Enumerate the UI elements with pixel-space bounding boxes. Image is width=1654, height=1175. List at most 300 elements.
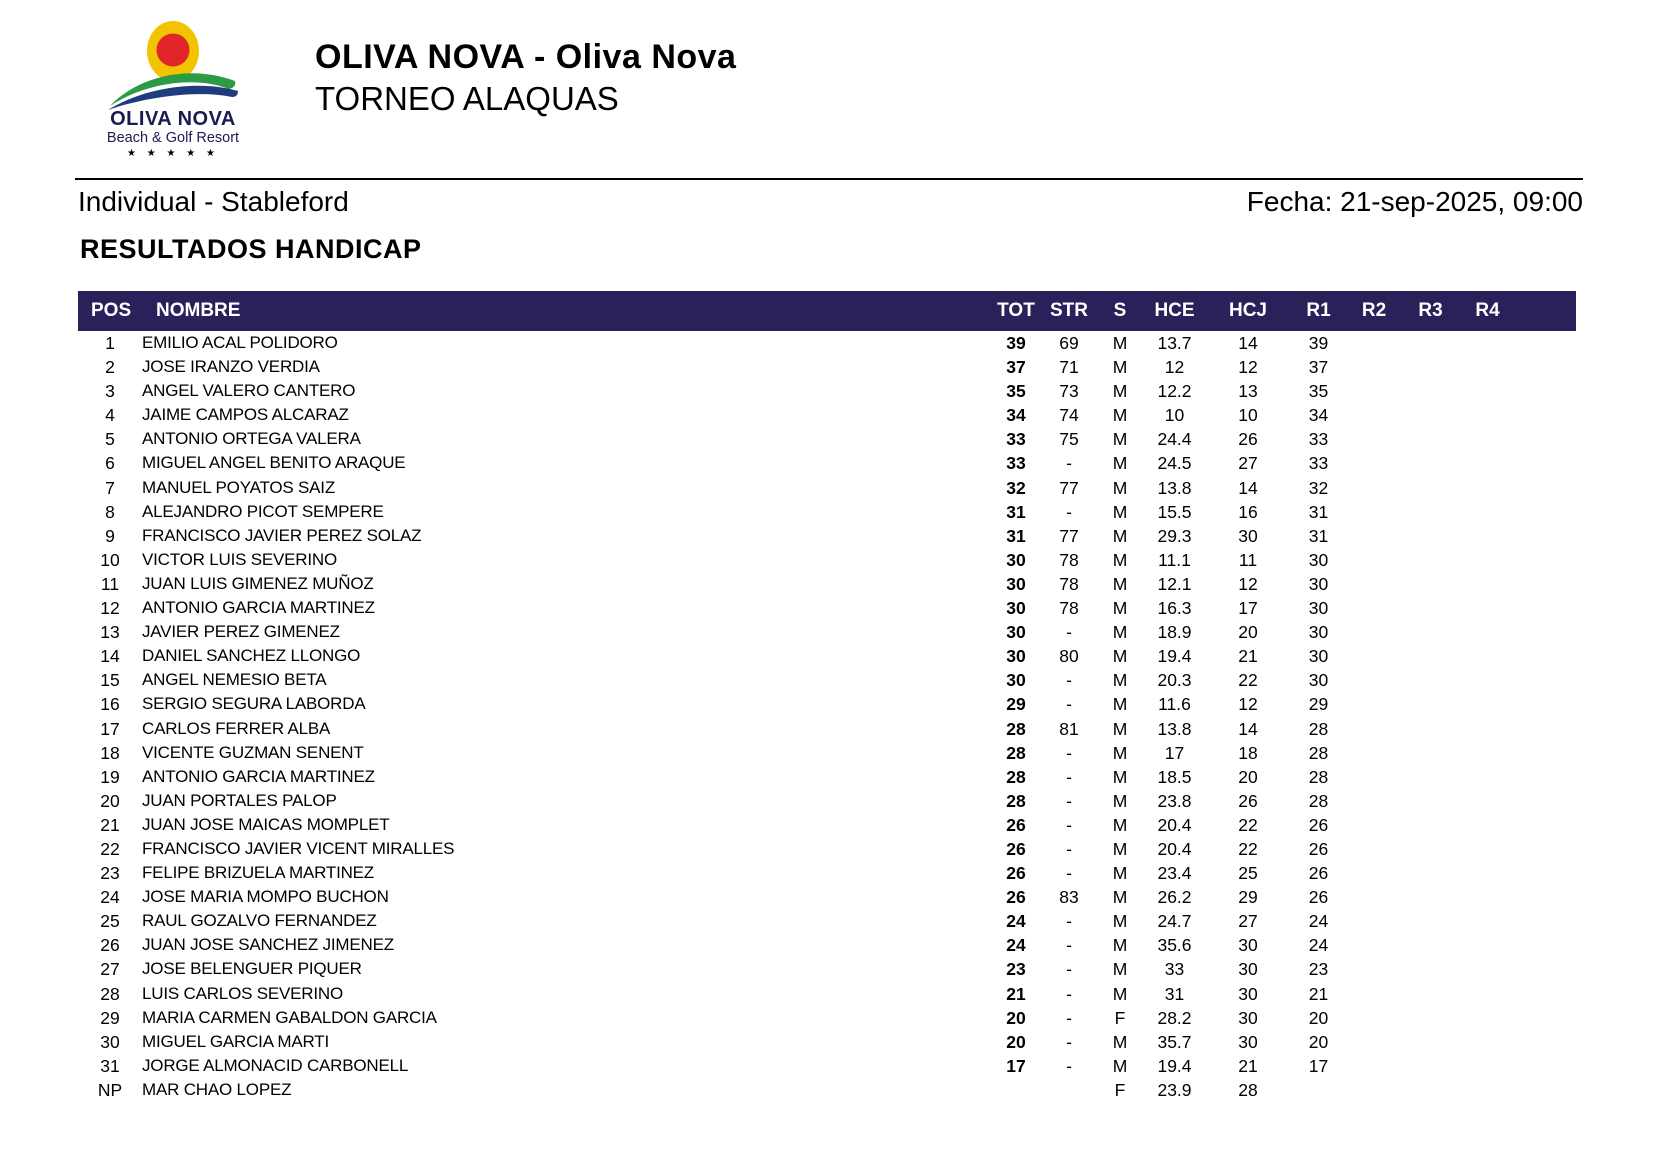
cell-hcj: 16 (1238, 501, 1258, 522)
cell-pos: 10 (100, 549, 120, 570)
cell-r4 (1459, 933, 1516, 957)
col-header-pos: POS (91, 300, 132, 321)
cell-r2 (1346, 909, 1402, 933)
cell-r4 (1459, 355, 1516, 379)
cell-r3 (1402, 837, 1459, 861)
cell-hcj: 14 (1238, 718, 1258, 739)
table-row (78, 1078, 1576, 1102)
cell-s: M (1112, 357, 1128, 378)
cell-r2 (1346, 1006, 1402, 1030)
cell-r1: 37 (1308, 357, 1329, 378)
cell-pos: 8 (105, 501, 115, 522)
cell-r1: 28 (1308, 766, 1329, 787)
cell-r3 (1402, 789, 1459, 813)
cell-r2 (1346, 596, 1402, 620)
cell-r1: 32 (1308, 477, 1329, 498)
cell-str: 75 (1059, 429, 1079, 450)
cell-tot: 26 (1006, 863, 1026, 884)
cell-pos: 13 (100, 622, 120, 643)
cell-hcj: 25 (1238, 863, 1258, 884)
cell-r3 (1402, 813, 1459, 837)
cell-str: 74 (1059, 405, 1079, 426)
cell-str: - (1066, 670, 1072, 691)
cell-filler (1516, 500, 1576, 524)
cell-tot: 28 (1006, 790, 1026, 811)
cell-r3 (1402, 500, 1459, 524)
results-table (78, 291, 1576, 1102)
cell-filler (1516, 741, 1576, 765)
cell-r3 (1402, 524, 1459, 548)
cell-hcj: 30 (1238, 1007, 1258, 1028)
cell-name: CARLOS FERRER ALBA (142, 718, 331, 738)
cell-r1: 28 (1308, 742, 1329, 763)
cell-name: MIGUEL GARCIA MARTI (142, 1031, 330, 1051)
cell-filler (1516, 548, 1576, 572)
cell-tot: 35 (1006, 381, 1026, 402)
cell-filler (1516, 476, 1576, 500)
cell-r3 (1402, 331, 1459, 355)
cell-str: 78 (1059, 573, 1079, 594)
cell-r2 (1346, 789, 1402, 813)
cell-str: 78 (1059, 549, 1079, 570)
cell-s: M (1112, 333, 1128, 353)
cell-str: 69 (1059, 333, 1079, 353)
cell-r4 (1459, 1030, 1516, 1054)
cell-hce: 12.1 (1157, 573, 1192, 594)
cell-r3 (1402, 885, 1459, 909)
cell-r1: 31 (1308, 525, 1329, 546)
cell-s: M (1112, 573, 1128, 594)
cell-pos: 14 (100, 646, 120, 667)
cell-hce: 23.8 (1157, 790, 1192, 811)
cell-r1: 26 (1308, 863, 1329, 884)
cell-filler (1516, 957, 1576, 981)
cell-filler (1516, 861, 1576, 885)
cell-filler (1516, 885, 1576, 909)
cell-str: - (1066, 622, 1072, 643)
cell-name: FRANCISCO JAVIER VICENT MIRALLES (142, 838, 455, 858)
cell-r1: 21 (1308, 983, 1329, 1004)
cell-r2 (1346, 717, 1402, 741)
cell-r2 (1346, 668, 1402, 692)
cell-hcj: 30 (1238, 525, 1258, 546)
cell-tot: 32 (1006, 477, 1026, 498)
cell-tot: 30 (1006, 549, 1026, 570)
cell-r4 (1459, 331, 1516, 355)
cell-tot: 31 (1006, 501, 1026, 522)
cell-hcj: 12 (1238, 357, 1258, 378)
cell-r2 (1346, 933, 1402, 957)
cell-r2 (1346, 379, 1402, 403)
cell-name: RAUL GOZALVO FERNANDEZ (142, 911, 377, 931)
cell-hcj: 13 (1238, 381, 1258, 402)
cell-r2 (1346, 1030, 1402, 1054)
cell-hcj: 22 (1238, 838, 1258, 859)
cell-r4 (1459, 596, 1516, 620)
cell-r4 (1459, 909, 1516, 933)
cell-str: - (1066, 453, 1072, 474)
cell-hce: 12 (1164, 357, 1185, 378)
cell-s: M (1112, 718, 1128, 739)
header-divider (75, 178, 1583, 180)
cell-r2 (1346, 741, 1402, 765)
table-row (78, 451, 1576, 475)
cell-r2 (1346, 1078, 1402, 1102)
cell-pos: 23 (100, 863, 120, 884)
cell-hce: 35.7 (1157, 1031, 1192, 1052)
cell-s: M (1112, 959, 1128, 980)
cell-r1: 30 (1308, 646, 1329, 667)
cell-hcj: 26 (1238, 790, 1258, 811)
cell-s: M (1112, 453, 1128, 474)
table-row (78, 789, 1576, 813)
cell-name: JORGE ALMONACID CARBONELL (142, 1055, 409, 1075)
cell-str: 77 (1059, 477, 1079, 498)
cell-s: M (1112, 935, 1128, 956)
table-row (78, 572, 1576, 596)
cell-r3 (1402, 717, 1459, 741)
cell-pos: 5 (105, 429, 115, 450)
cell-filler (1516, 1078, 1576, 1102)
col-header-hce: HCE (1154, 300, 1195, 321)
resort-logo-icon (106, 18, 240, 110)
cell-name: JAIME CAMPOS ALCARAZ (142, 405, 349, 425)
cell-hce: 20.4 (1157, 838, 1192, 859)
cell-r1: 31 (1308, 501, 1329, 522)
cell-filler (1516, 933, 1576, 957)
cell-hcj: 14 (1238, 333, 1258, 353)
cell-hce: 23.4 (1157, 863, 1192, 884)
cell-str: 83 (1059, 887, 1079, 908)
cell-hcj: 14 (1238, 477, 1258, 498)
cell-tot: 23 (1006, 959, 1026, 980)
logo-name: OLIVA NOVA (110, 108, 236, 130)
cell-hcj: 22 (1238, 814, 1258, 835)
cell-r3 (1402, 355, 1459, 379)
cell-r2 (1346, 620, 1402, 644)
cell-tot: 33 (1006, 429, 1026, 450)
cell-r2 (1346, 692, 1402, 716)
col-header-r4: R4 (1475, 300, 1500, 321)
table-row (78, 548, 1576, 572)
cell-hcj: 10 (1238, 405, 1258, 426)
cell-pos: 31 (100, 1055, 120, 1076)
cell-r1 (1291, 1078, 1346, 1102)
cell-filler (1516, 331, 1576, 355)
table-row (78, 957, 1576, 981)
cell-pos: 15 (100, 670, 120, 691)
cell-r3 (1402, 692, 1459, 716)
cell-hce: 15.5 (1157, 501, 1192, 522)
cell-pos: 26 (100, 935, 120, 956)
cell-s: M (1112, 1031, 1128, 1052)
meta-row (78, 186, 1583, 218)
cell-r4 (1459, 427, 1516, 451)
cell-r1: 30 (1308, 598, 1329, 619)
cell-filler (1516, 717, 1576, 741)
cell-r3 (1402, 741, 1459, 765)
cell-tot: 39 (1006, 333, 1026, 353)
cell-r2 (1346, 765, 1402, 789)
cell-pos: 17 (100, 718, 120, 739)
title-block (315, 36, 736, 120)
cell-name: ANGEL VALERO CANTERO (142, 381, 356, 401)
cell-r2 (1346, 548, 1402, 572)
cell-hce: 12.2 (1157, 381, 1192, 402)
cell-s: M (1112, 863, 1128, 884)
cell-pos: 9 (105, 525, 115, 546)
col-header-r2: R2 (1361, 300, 1387, 321)
cell-s: M (1112, 381, 1128, 402)
cell-hcj: 30 (1238, 983, 1258, 1004)
cell-name: JUAN PORTALES PALOP (142, 790, 337, 810)
cell-tot: 29 (1006, 694, 1026, 715)
table-row (78, 476, 1576, 500)
cell-s: M (1112, 911, 1128, 932)
cell-name: ANTONIO GARCIA MARTINEZ (142, 598, 375, 618)
col-header-tot: TOT (997, 300, 1035, 321)
competition-date: Fecha: 21-sep-2025, 09:00 (1246, 186, 1583, 217)
cell-tot: 26 (1006, 838, 1026, 859)
cell-s: M (1112, 622, 1128, 643)
cell-tot (990, 1078, 1042, 1102)
cell-name: LUIS CARLOS SEVERINO (142, 983, 344, 1003)
cell-filler (1516, 1054, 1576, 1078)
cell-r3 (1402, 427, 1459, 451)
table-row (78, 355, 1576, 379)
cell-hcj: 20 (1238, 766, 1258, 787)
cell-r3 (1402, 572, 1459, 596)
cell-s: F (1114, 1079, 1126, 1100)
cell-r2 (1346, 644, 1402, 668)
cell-tot: 30 (1006, 622, 1026, 643)
cell-r2 (1346, 982, 1402, 1006)
cell-name: FELIPE BRIZUELA MARTINEZ (142, 863, 374, 883)
cell-s: M (1112, 1055, 1128, 1076)
cell-str: 73 (1059, 381, 1079, 402)
cell-str: - (1066, 694, 1072, 715)
cell-hcj: 12 (1238, 694, 1258, 715)
cell-name: ANGEL NEMESIO BETA (142, 670, 327, 690)
cell-r1: 33 (1308, 453, 1329, 474)
cell-r3 (1402, 982, 1459, 1006)
cell-r4 (1459, 1078, 1516, 1102)
cell-tot: 28 (1006, 718, 1026, 739)
cell-hce: 10 (1164, 405, 1185, 426)
cell-pos: 27 (100, 959, 120, 980)
cell-name: VICENTE GUZMAN SENENT (142, 742, 364, 762)
cell-tot: 30 (1006, 573, 1026, 594)
cell-r3 (1402, 644, 1459, 668)
cell-r2 (1346, 427, 1402, 451)
cell-hce: 19.4 (1157, 1055, 1192, 1076)
cell-r1: 30 (1308, 670, 1329, 691)
cell-filler (1516, 524, 1576, 548)
cell-pos: 30 (100, 1031, 120, 1052)
cell-hce: 19.4 (1157, 646, 1192, 667)
cell-r2 (1346, 957, 1402, 981)
cell-r4 (1459, 668, 1516, 692)
cell-r1: 23 (1308, 959, 1329, 980)
cell-r4 (1459, 476, 1516, 500)
table-row (78, 1006, 1576, 1030)
cell-name: ALEJANDRO PICOT SEMPERE (142, 501, 384, 521)
cell-hcj: 28 (1238, 1079, 1258, 1100)
cell-hcj: 30 (1238, 959, 1258, 980)
cell-name: FRANCISCO JAVIER PEREZ SOLAZ (142, 525, 422, 545)
cell-r2 (1346, 813, 1402, 837)
table-row (78, 885, 1576, 909)
cell-s: M (1112, 598, 1128, 619)
cell-s: M (1112, 694, 1128, 715)
cell-filler (1516, 620, 1576, 644)
cell-r3 (1402, 933, 1459, 957)
table-row (78, 909, 1576, 933)
cell-s: M (1112, 646, 1128, 667)
cell-tot: 33 (1006, 453, 1026, 474)
cell-str: - (1066, 983, 1072, 1004)
cell-pos: 21 (100, 814, 120, 835)
cell-tot: 30 (1006, 598, 1026, 619)
cell-r2 (1346, 451, 1402, 475)
cell-name: MIGUEL ANGEL BENITO ARAQUE (142, 453, 406, 473)
cell-str: - (1066, 911, 1072, 932)
cell-hcj: 21 (1238, 646, 1258, 667)
cell-tot: 20 (1006, 1007, 1026, 1028)
cell-r3 (1402, 379, 1459, 403)
cell-name: JOSE MARIA MOMPO BUCHON (142, 887, 389, 907)
cell-pos: 7 (105, 477, 115, 498)
cell-s: M (1112, 525, 1128, 546)
cell-s: M (1112, 549, 1128, 570)
table-row (78, 524, 1576, 548)
logo-stars: ★ ★ ★ ★ ★ (127, 148, 219, 159)
cell-name: VICTOR LUIS SEVERINO (142, 549, 338, 569)
cell-s: M (1112, 983, 1128, 1004)
cell-r2 (1346, 500, 1402, 524)
cell-r1: 33 (1308, 429, 1329, 450)
col-header-s: S (1113, 300, 1127, 321)
cell-pos: NP (97, 1079, 123, 1100)
cell-r1: 28 (1308, 790, 1329, 811)
cell-str: 80 (1059, 646, 1079, 667)
cell-filler (1516, 403, 1576, 427)
cell-pos: 28 (100, 983, 120, 1004)
cell-name: JOSE BELENGUER PIQUER (142, 959, 362, 979)
cell-r4 (1459, 524, 1516, 548)
table-row (78, 596, 1576, 620)
col-header-r1: R1 (1306, 300, 1331, 321)
cell-name: JUAN JOSE SANCHEZ JIMENEZ (142, 935, 394, 955)
cell-pos: 19 (100, 766, 120, 787)
cell-r3 (1402, 957, 1459, 981)
cell-hce: 13.8 (1157, 718, 1192, 739)
cell-s: M (1112, 887, 1128, 908)
cell-filler (1516, 427, 1576, 451)
table-row (78, 644, 1576, 668)
results-table-header (78, 291, 1576, 331)
cell-r4 (1459, 500, 1516, 524)
logo-subtitle: Beach & Golf Resort (106, 130, 240, 146)
competition-format: Individual - Stableford (78, 186, 349, 217)
cell-hce: 23.9 (1157, 1079, 1192, 1100)
cell-hcj: 30 (1238, 1031, 1258, 1052)
cell-hce: 11.6 (1158, 694, 1191, 715)
cell-r3 (1402, 403, 1459, 427)
cell-hcj: 20 (1238, 622, 1258, 643)
table-row (78, 813, 1576, 837)
col-header-filler (1516, 291, 1576, 331)
cell-filler (1516, 789, 1576, 813)
cell-name: ANTONIO GARCIA MARTINEZ (142, 766, 375, 786)
cell-str: 78 (1059, 598, 1079, 619)
cell-pos: 6 (105, 453, 115, 474)
cell-filler (1516, 837, 1576, 861)
cell-hce: 20.3 (1157, 670, 1192, 691)
cell-hce: 35.6 (1157, 935, 1192, 956)
cell-str: - (1066, 935, 1072, 956)
cell-r2 (1346, 1054, 1402, 1078)
cell-pos: 1 (105, 333, 115, 353)
cell-r3 (1402, 548, 1459, 572)
cell-hcj: 17 (1238, 598, 1258, 619)
cell-hce: 24.4 (1157, 429, 1192, 450)
section-title: RESULTADOS HANDICAP (80, 234, 422, 264)
col-header-nombre: NOMBRE (156, 300, 241, 321)
cell-r4 (1459, 861, 1516, 885)
cell-tot: 20 (1006, 1031, 1026, 1052)
cell-hcj: 26 (1238, 429, 1258, 450)
cell-filler (1516, 909, 1576, 933)
cell-r4 (1459, 885, 1516, 909)
cell-tot: 28 (1006, 766, 1026, 787)
cell-filler (1516, 596, 1576, 620)
cell-r1: 30 (1308, 549, 1329, 570)
cell-r4 (1459, 1006, 1516, 1030)
cell-name: MARIA CARMEN GABALDON GARCIA (142, 1007, 437, 1027)
cell-s: M (1112, 766, 1128, 787)
cell-r3 (1402, 1078, 1459, 1102)
cell-hce: 26.2 (1157, 887, 1192, 908)
cell-pos: 3 (105, 381, 115, 402)
cell-hcj: 18 (1238, 742, 1258, 763)
cell-filler (1516, 355, 1576, 379)
cell-r3 (1402, 909, 1459, 933)
table-row (78, 403, 1576, 427)
cell-r4 (1459, 379, 1516, 403)
cell-pos: 18 (100, 742, 120, 763)
cell-r4 (1459, 741, 1516, 765)
cell-str: - (1066, 1007, 1072, 1028)
cell-tot: 28 (1006, 742, 1026, 763)
cell-r1: 26 (1308, 887, 1329, 908)
cell-r4 (1459, 403, 1516, 427)
cell-name: EMILIO ACAL POLIDORO (142, 333, 338, 352)
cell-hce: 18.9 (1157, 622, 1192, 643)
cell-r2 (1346, 331, 1402, 355)
table-row (78, 668, 1576, 692)
cell-hcj: 27 (1238, 911, 1258, 932)
cell-s: M (1112, 670, 1128, 691)
cell-r1: 30 (1308, 622, 1329, 643)
table-row (78, 861, 1576, 885)
cell-filler (1516, 572, 1576, 596)
cell-r4 (1459, 982, 1516, 1006)
cell-r2 (1346, 524, 1402, 548)
cell-pos: 22 (100, 838, 120, 859)
cell-r1: 24 (1308, 911, 1329, 932)
table-row (78, 331, 1576, 355)
